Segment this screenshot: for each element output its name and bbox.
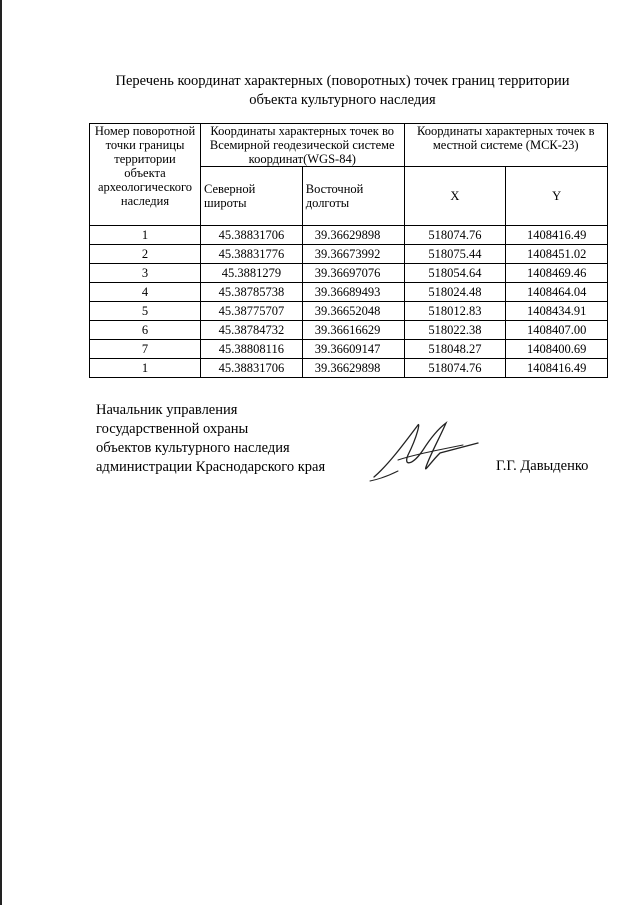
table-row (90, 283, 608, 302)
point-number-cell: 1 (90, 226, 201, 245)
table-row (90, 321, 608, 340)
signer-position-line-4: администрации Краснодарского края (96, 459, 326, 475)
longitude-cell: 39.36673992 (302, 245, 404, 264)
y-coordinate-cell: 1408400.69 (506, 340, 608, 359)
signature-block (96, 401, 325, 477)
latitude-cell: 45.38808116 (201, 340, 303, 359)
table-row (90, 359, 608, 378)
table-row (90, 302, 608, 321)
header-latitude: Северной широты (201, 167, 303, 226)
x-coordinate-cell: 518074.76 (404, 226, 506, 245)
table-row (90, 226, 608, 245)
longitude-cell: 39.36616629 (302, 321, 404, 340)
latitude-cell: 45.38831706 (201, 359, 303, 378)
y-coordinate-cell: 1408464.04 (506, 283, 608, 302)
table-header-row (90, 124, 608, 167)
longitude-cell: 39.36629898 (302, 226, 404, 245)
y-coordinate-cell: 1408434.91 (506, 302, 608, 321)
y-coordinate-cell: 1408416.49 (506, 226, 608, 245)
longitude-cell: 39.36609147 (302, 340, 404, 359)
x-coordinate-cell: 518022.38 (404, 321, 506, 340)
table-row (90, 264, 608, 283)
x-coordinate-cell: 518048.27 (404, 340, 506, 359)
y-coordinate-cell: 1408407.00 (506, 321, 608, 340)
header-wgs84: Координаты характерных точек во Всемирной геодезической системе координат(WGS-84) (201, 124, 405, 167)
signer-name: Г.Г. Давыденко (496, 458, 589, 474)
latitude-cell: 45.38831776 (201, 245, 303, 264)
x-coordinate-cell: 518075.44 (404, 245, 506, 264)
x-coordinate-cell: 518054.64 (404, 264, 506, 283)
longitude-cell: 39.36652048 (302, 302, 404, 321)
longitude-cell: 39.36689493 (302, 283, 404, 302)
title-line-1: Перечень координат характерных (поворотных) точек границ территории (115, 73, 570, 89)
longitude-cell: 39.36629898 (302, 359, 404, 378)
document-title (70, 72, 615, 110)
longitude-cell: 39.36697076 (302, 264, 404, 283)
x-coordinate-cell: 518024.48 (404, 283, 506, 302)
x-coordinate-cell: 518012.83 (404, 302, 506, 321)
point-number-cell: 2 (90, 245, 201, 264)
latitude-cell: 45.3881279 (201, 264, 303, 283)
header-y: Y (506, 167, 608, 226)
scan-edge-line (0, 0, 2, 905)
y-coordinate-cell: 1408416.49 (506, 359, 608, 378)
title-line-2: объекта культурного наследия (249, 92, 436, 108)
y-coordinate-cell: 1408451.02 (506, 245, 608, 264)
point-number-cell: 6 (90, 321, 201, 340)
table-row (90, 340, 608, 359)
point-number-cell: 1 (90, 359, 201, 378)
signer-position-line-3: объектов культурного наследия (96, 440, 290, 456)
header-x: X (404, 167, 506, 226)
latitude-cell: 45.38784732 (201, 321, 303, 340)
latitude-cell: 45.38775707 (201, 302, 303, 321)
header-msk23: Координаты характерных точек в местной системе (МСК-23) (404, 124, 608, 167)
signer-position-line-2: государственной охраны (96, 421, 249, 437)
header-longitude: Восточной долготы (302, 167, 404, 226)
latitude-cell: 45.38831706 (201, 226, 303, 245)
y-coordinate-cell: 1408469.46 (506, 264, 608, 283)
header-point-number: Номер поворотной точки границы территории объекта археологического наследия (90, 124, 201, 226)
handwritten-signature (368, 415, 483, 485)
point-number-cell: 4 (90, 283, 201, 302)
x-coordinate-cell: 518074.76 (404, 359, 506, 378)
latitude-cell: 45.38785738 (201, 283, 303, 302)
point-number-cell: 7 (90, 340, 201, 359)
point-number-cell: 5 (90, 302, 201, 321)
coordinates-table (89, 123, 608, 378)
point-number-cell: 3 (90, 264, 201, 283)
table-row (90, 245, 608, 264)
signer-position-line-1: Начальник управления (96, 402, 238, 418)
